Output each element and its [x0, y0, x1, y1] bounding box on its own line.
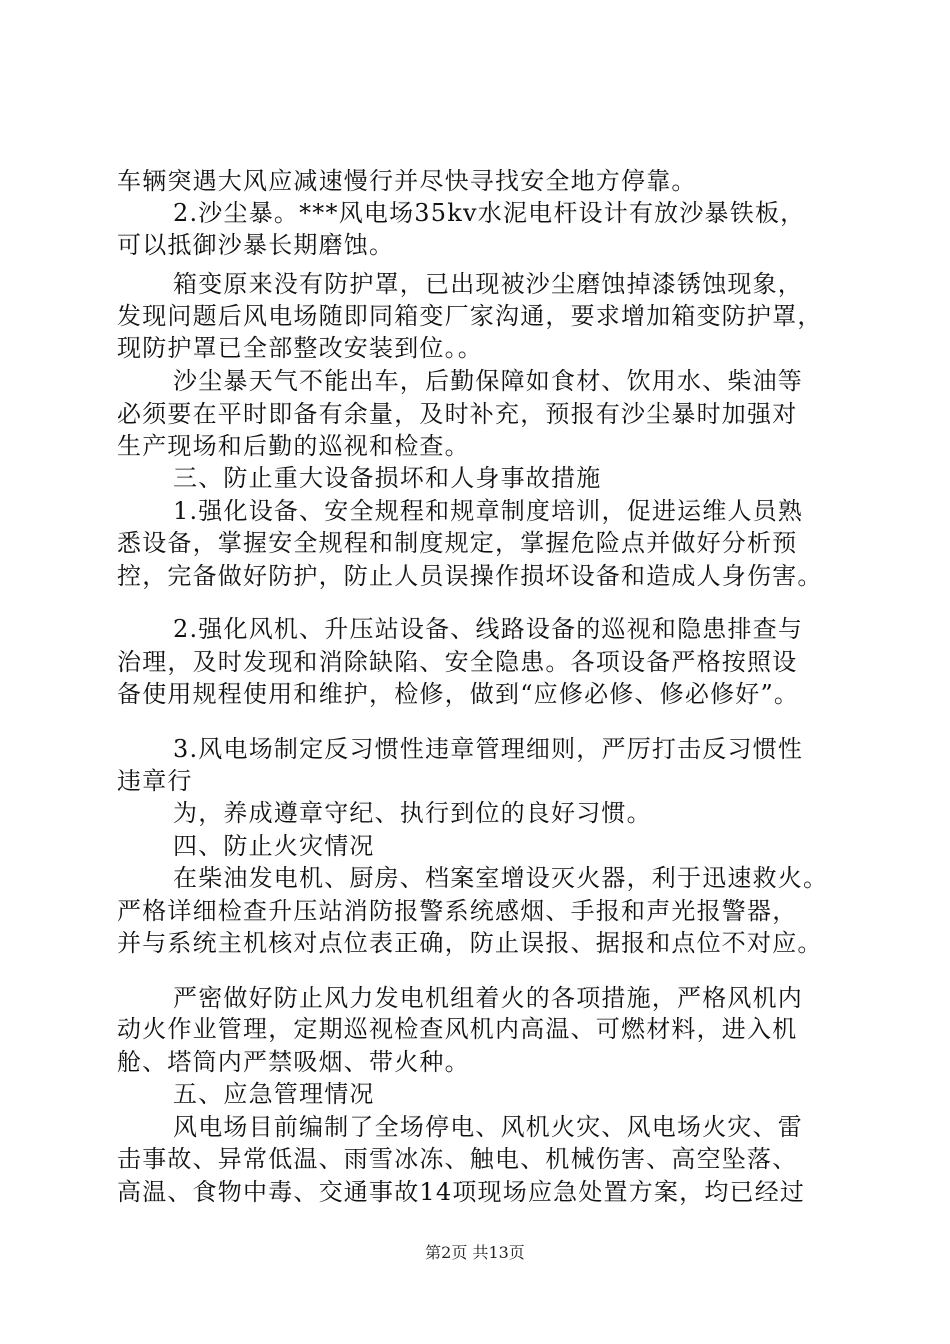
- section-heading: 四、防止火灾情况: [173, 832, 375, 860]
- section-heading: 五、应急管理情况: [173, 1080, 375, 1108]
- text-line: 严密做好防止风力发电机组着火的各项措施，严格风机内: [173, 984, 803, 1012]
- text-line: 可以抵御沙暴长期磨蚀。: [117, 231, 395, 259]
- text-line: 治理，及时发现和消除缺陷、安全隐患。各项设备严格按照设: [117, 648, 798, 676]
- text-line: 车辆突遇大风应减速慢行并尽快寻找安全地方停靠。: [117, 167, 697, 195]
- text-line: 1.强化设备、安全规程和规章制度培训，促进运维人员熟: [173, 497, 804, 525]
- text-line: 严格详细检查升压站消防报警系统感烟、手报和声光报警器，: [117, 897, 798, 925]
- text-line: 发现问题后风电场随即同箱变厂家沟通，要求增加箱变防护罩，: [117, 302, 823, 330]
- text-line: 在柴油发电机、厨房、档案室增设灭火器，利于迅速救火。: [173, 864, 829, 892]
- text-line: 控，完备做好防护，防止人员误操作损坏设备和造成人身伤害。: [117, 562, 823, 590]
- text-line: 动火作业管理，定期巡视检查风机内高温、可燃材料，进入机: [117, 1015, 798, 1043]
- text-line: 舱、塔筒内严禁吸烟、带火种。: [117, 1048, 470, 1076]
- text-line: 必须要在平时即备有余量，及时补充，预报有沙尘暴时加强对: [117, 400, 798, 428]
- text-line: 击事故、异常低温、雨雪冰冻、触电、机械伤害、高空坠落、: [117, 1145, 798, 1173]
- text-line: 生产现场和后勤的巡视和检查。: [117, 432, 470, 460]
- page-number-footer: 第2页 共13页: [425, 1243, 525, 1262]
- text-line: 高温、食物中毒、交通事故14项现场应急处置方案，均已经过: [117, 1178, 806, 1206]
- text-line: 箱变原来没有防护罩，已出现被沙尘磨蚀掉漆锈蚀现象，: [173, 270, 803, 298]
- text-line: 风电场目前编制了全场停电、风机火灾、风电场火灾、雷: [173, 1113, 803, 1141]
- text-line: 2.沙尘暴。***风电场35kv水泥电杆设计有放沙暴铁板，: [173, 199, 806, 227]
- text-line: 备使用规程使用和维护，检修，做到“应修必修、修必修好”。: [117, 680, 800, 708]
- text-line: 悉设备，掌握安全规程和制度规定，掌握危险点并做好分析预: [117, 529, 798, 557]
- section-heading: 三、防止重大设备损坏和人身事故措施: [173, 464, 602, 492]
- text-line: 现防护罩已全部整改安装到位。。: [117, 334, 483, 362]
- text-line: 3.风电场制定反习惯性违章管理细则，严厉打击反习惯性: [173, 735, 804, 763]
- text-line: 并与系统主机核对点位表正确，防止误报、据报和点位不对应。: [117, 929, 823, 957]
- text-line: 为，养成遵章守纪、执行到位的良好习惯。: [173, 799, 652, 827]
- text-line: 违章行: [117, 767, 193, 795]
- text-line: 2.强化风机、升压站设备、线路设备的巡视和隐患排查与: [173, 615, 804, 643]
- text-line: 沙尘暴天气不能出车，后勤保障如食材、饮用水、柴油等: [173, 367, 803, 395]
